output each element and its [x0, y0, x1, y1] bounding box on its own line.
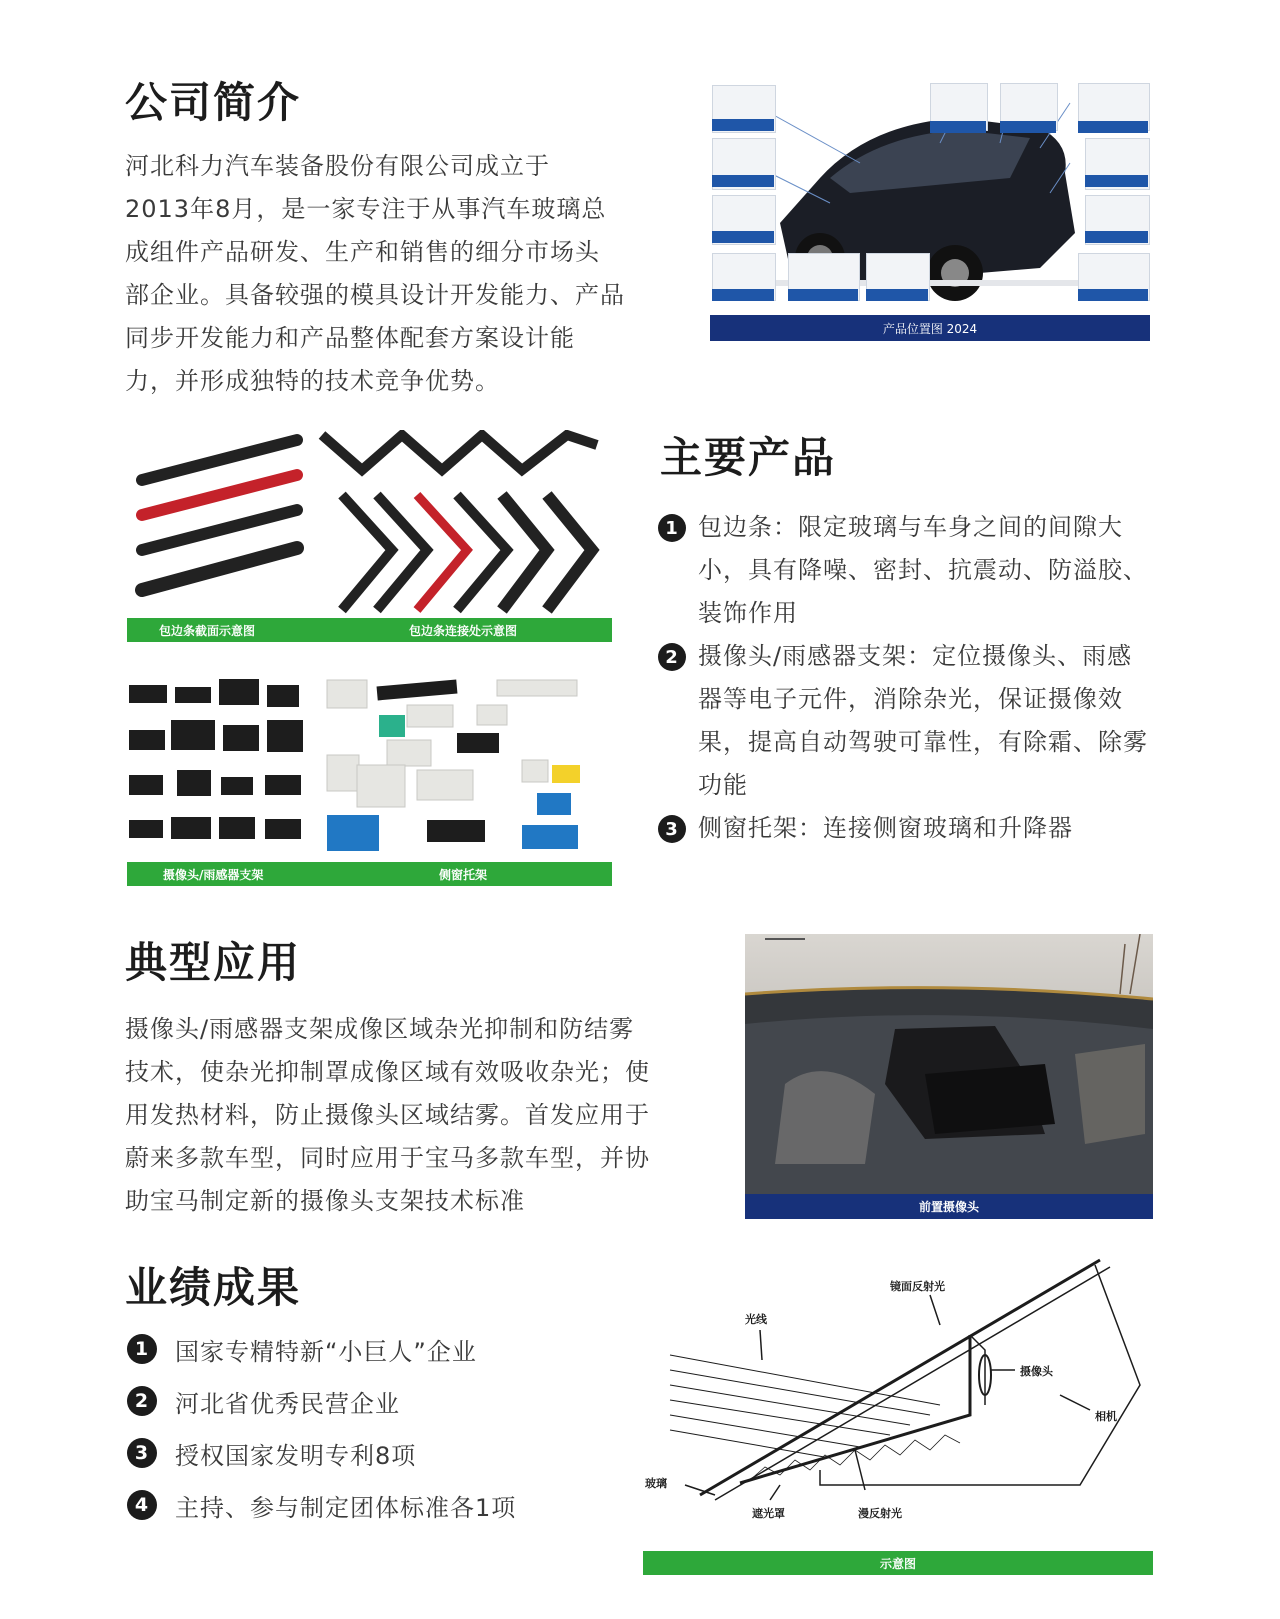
thumb-label: [930, 121, 986, 133]
thumb-label: [1078, 289, 1148, 301]
label-glass: 玻璃: [645, 1477, 667, 1490]
achievements-list: [127, 1323, 647, 1531]
product-line: 包边条：限定玻璃与车身之间的间隙大: [698, 513, 1123, 541]
camera-photo-caption: 前置摄像头: [745, 1194, 1153, 1219]
application-paragraph: [125, 1008, 710, 1223]
label-housing: 相机: [1095, 1410, 1117, 1423]
application-line: 摄像头/雨感器支架成像区域杂光抑制和防结雾: [125, 1015, 635, 1043]
application-title: 典型应用: [125, 938, 302, 987]
product-line: 摄像头/雨感器支架：定位摄像头、雨感: [698, 642, 1133, 670]
achievements-title: 业绩成果: [125, 1263, 302, 1312]
label-light: 光线: [745, 1313, 767, 1326]
side-window-caption: 侧窗托架: [439, 867, 488, 882]
number-badge: 2: [127, 1386, 157, 1416]
number-badge: 2: [658, 643, 686, 671]
product-item: [658, 635, 1168, 807]
product-line: 功能: [698, 771, 748, 799]
label-shade: 遮光罩: [752, 1507, 785, 1520]
product-item: [658, 807, 1168, 850]
intro-paragraph: [125, 145, 655, 403]
product-location-caption: 产品位置图 2024: [710, 315, 1150, 341]
number-badge: 1: [658, 514, 686, 542]
trim-joint-caption: 包边条连接处示意图: [409, 623, 518, 638]
thumb-label: [866, 289, 928, 301]
application-line: 技术，使杂光抑制罩成像区域有效吸收杂光；使: [125, 1058, 650, 1086]
camera-photo-figure: [745, 934, 1153, 1219]
trim-section-caption: 包边条截面示意图: [159, 623, 256, 638]
thumb-label: [1000, 121, 1056, 133]
bracket-images: [127, 675, 612, 887]
product-line: 侧窗托架：连接侧窗玻璃和升降器: [698, 814, 1073, 842]
number-badge: 3: [658, 815, 686, 843]
label-camera: 摄像头: [1020, 1365, 1053, 1378]
product-line: 装饰作用: [698, 599, 798, 627]
application-line: 助宝马制定新的摄像头支架技术标准: [125, 1187, 525, 1215]
thumb-label: [712, 119, 774, 131]
thumb-label: [788, 289, 858, 301]
achievement-item: [127, 1427, 647, 1479]
label-diffuse: 漫反射光: [858, 1507, 902, 1520]
product-item: [658, 506, 1168, 635]
number-badge: 4: [127, 1490, 157, 1520]
number-badge: 3: [127, 1438, 157, 1468]
thumb-label: [712, 175, 774, 187]
achievement-text: 主持、参与制定团体标准各1项: [175, 1493, 517, 1522]
windshield-camera-photo: [745, 934, 1153, 1194]
optical-diagram: [640, 1255, 1160, 1575]
thumb-label: [712, 231, 774, 243]
intro-line: 2013年8月，是一家专注于从事汽车玻璃总: [125, 195, 607, 223]
product-line: 器等电子元件，消除杂光，保证摄像效: [698, 685, 1123, 713]
thumb-label: [1078, 121, 1148, 133]
product-line: 小，具有降噪、密封、抗震动、防溢胶、: [698, 556, 1148, 584]
application-line: 蔚来多款车型，同时应用于宝马多款车型，并协: [125, 1144, 650, 1172]
achievement-item: [127, 1479, 647, 1531]
achievement-text: 河北省优秀民营企业: [175, 1389, 400, 1418]
product-location-figure: [710, 83, 1150, 341]
number-badge: 1: [127, 1334, 157, 1364]
products-list: [658, 506, 1168, 850]
label-mirror: 镜面反射光: [890, 1280, 945, 1293]
application-line: 用发热材料，防止摄像头区域结雾。首发应用于: [125, 1101, 650, 1129]
camera-bracket-caption: 摄像头/雨感器支架: [163, 867, 264, 882]
achievement-item: [127, 1375, 647, 1427]
thumb-label: [1085, 231, 1148, 243]
intro-line: 同步开发能力和产品整体配套方案设计能: [125, 324, 575, 352]
intro-line: 成组件产品研发、生产和销售的细分市场头: [125, 238, 600, 266]
bracket-photo: [127, 675, 612, 860]
diagram-caption: 示意图: [643, 1551, 1153, 1575]
intro-title: 公司简介: [125, 78, 302, 127]
intro-line: 部企业。具备较强的模具设计开发能力、产品: [125, 281, 625, 309]
thumb-label: [1085, 175, 1148, 187]
products-title: 主要产品: [660, 433, 837, 482]
optical-diagram-svg: [640, 1255, 1160, 1545]
trim-caption-bar: [127, 618, 612, 642]
product-line: 果，提高自动驾驶可靠性，有除霜、除雾: [698, 728, 1148, 756]
achievement-text: 国家专精特新“小巨人”企业: [175, 1337, 477, 1366]
intro-line: 河北科力汽车装备股份有限公司成立于: [125, 152, 550, 180]
bracket-caption-bar: [127, 862, 612, 886]
achievement-item: [127, 1323, 647, 1375]
trim-strip-images: [127, 430, 612, 640]
thumb-label: [712, 289, 774, 301]
achievement-text: 授权国家发明专利8项: [175, 1441, 417, 1470]
intro-line: 力，并形成独特的技术竞争优势。: [125, 367, 500, 395]
trim-strip-photo: [127, 430, 612, 615]
